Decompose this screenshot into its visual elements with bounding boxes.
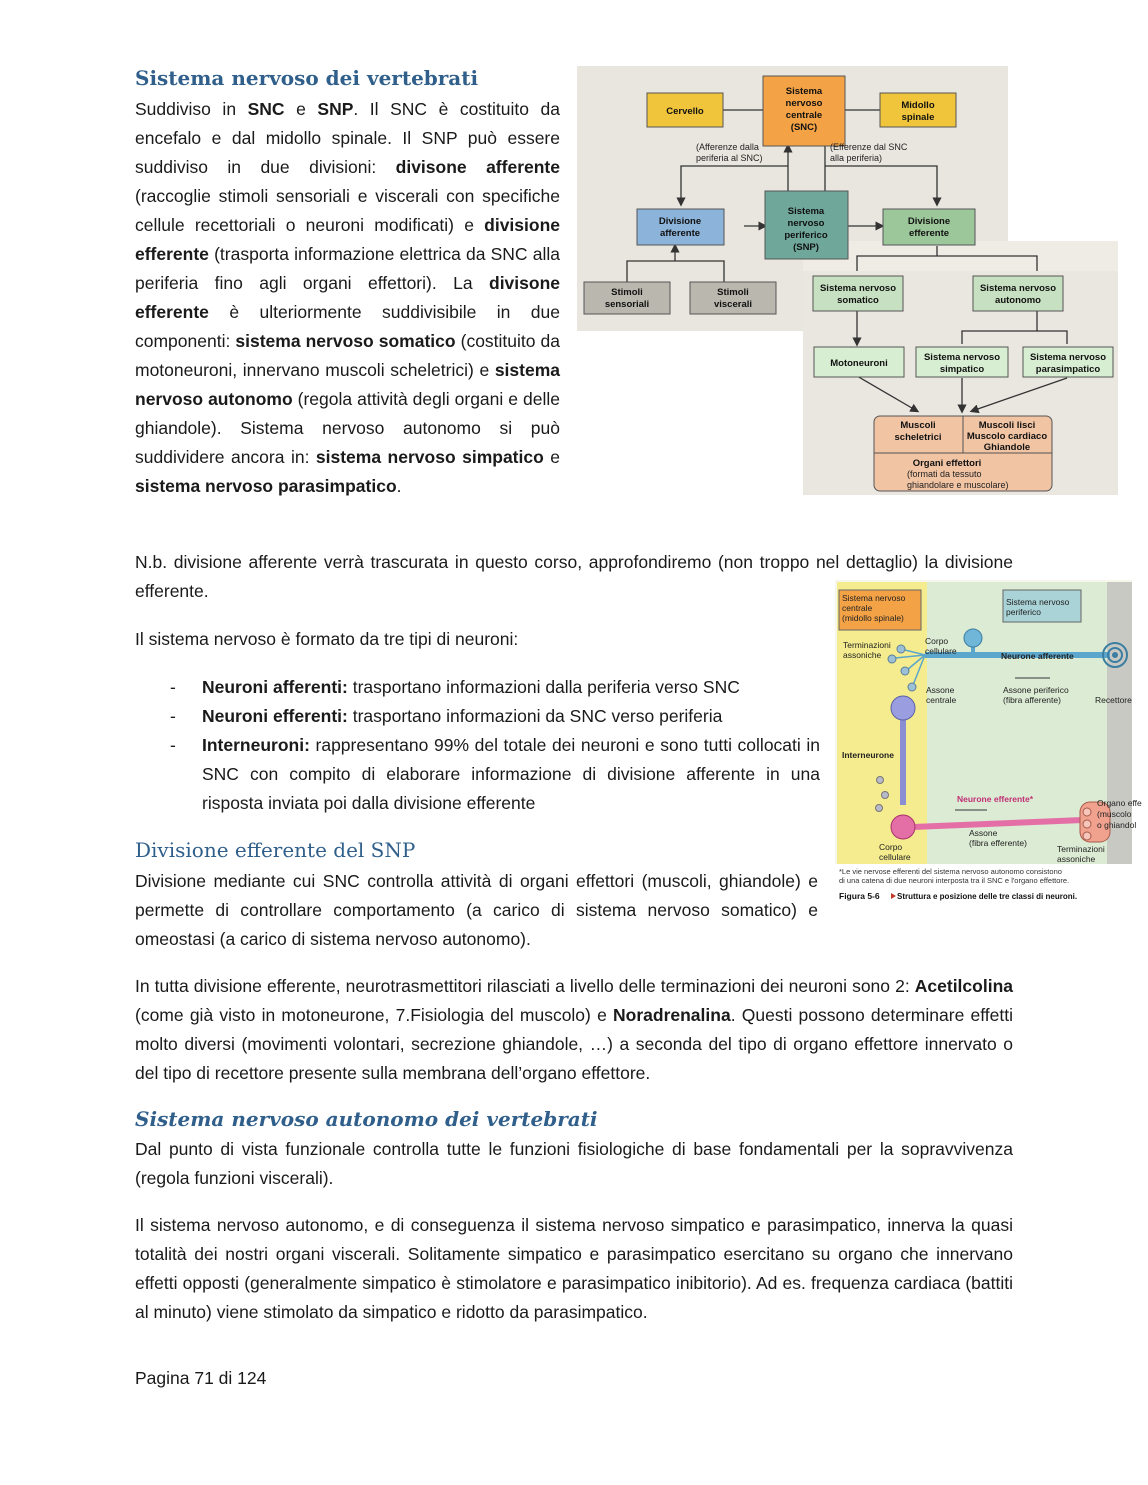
snp-label-3: periferico (784, 230, 828, 241)
sn-parasimpatico-2: parasimpatico (1035, 364, 1101, 375)
autonomic-paragraph-2: Il sistema nervoso autonomo, e di conseguenza il sistema nervoso simpatico e parasimpatico, innerva la quasi totalità dei nostri organi viscerali. Solitamente simpatico e parasimpatico esercitano su organo che innervano effetti opposti (generalmente simpatico è stimolatore e parasimpatico inibitorio). Ad es. frequenza cardiaca (battiti al minuto) viene stimolato da simpatico e ridotto da parasimpatico. (135, 1215, 1013, 1322)
bold-term: SNC (247, 99, 285, 119)
snp-label-2: nervoso (787, 218, 825, 229)
snc-label-4: (SNC) (790, 122, 818, 133)
bold-term: sistema nervoso somatico (235, 331, 456, 351)
fig2-caption: Struttura e posizione delle tre classi di neuroni. (897, 892, 1078, 901)
midollo-label-1: Midollo (901, 100, 935, 111)
neuron-types-intro: Il sistema nervoso è formato da tre tipi di neuroni: (135, 629, 519, 649)
sn-somatico-2: somatico (837, 295, 879, 306)
fig2-recettore: Recettore (1095, 695, 1132, 705)
efferent-paragraph: Divisione mediante cui SNC controlla attività di organi effettori (muscoli, ghiandole) e permette di controllare comportamento (a carico di sistema nervoso somatico) e omeostasi (a carico di sistema nervoso autonomo). (135, 871, 818, 949)
div-aff-label-2: afferente (659, 228, 701, 239)
bold-term: divisone afferente (395, 157, 560, 177)
fig2-term2-2: assoniche (1057, 854, 1096, 864)
fig2-assone-periferico-2: (fibra afferente) (1003, 695, 1061, 705)
neuron-types-list (170, 673, 820, 818)
fig2-caption-num: Figura 5-6 (839, 891, 880, 901)
fig2-assone-2: (fibra efferente) (969, 838, 1027, 848)
motoneuroni-label: Motoneuroni (830, 358, 888, 369)
fig2-assone-centrale-1: Assone (926, 685, 955, 695)
bold-term: SNP (317, 99, 354, 119)
stimoli-visc-1: Stimoli (717, 287, 749, 298)
list-item: - Neuroni afferenti: trasportano informazioni dalla periferia verso SNC (170, 677, 740, 697)
div-aff-label-1: Divisione (658, 216, 702, 227)
fig2-corpo-2: cellulare (925, 646, 957, 656)
afferenze-note-1: (Afferenze dalla (696, 142, 759, 152)
fig2-neurone-afferente: Neurone afferente (1001, 651, 1074, 661)
sn-autonomo-1: Sistema nervoso (979, 283, 1057, 294)
sn-somatico-1: Sistema nervoso (819, 283, 897, 294)
snc-label-2: nervoso (785, 98, 823, 109)
snc-label-1: Sistema (785, 86, 823, 97)
stimoli-visc-2: viscerali (713, 299, 753, 310)
fig2-snc-1: Sistema nervoso (842, 593, 906, 603)
fig2-term-1: Terminazioni (843, 640, 891, 650)
fig2-neurone-efferente: Neurone efferente* (957, 794, 1034, 804)
fig2-organo-1: Organo effe (1097, 798, 1142, 808)
fig2-organo-3: o ghiandol (1097, 820, 1137, 830)
section-title-autonomo: Sistema nervoso autonomo dei vertebrati (135, 1107, 598, 1131)
snp-label-4: (SNP) (793, 242, 819, 253)
fig2-snc-3: (midollo spinale) (842, 613, 904, 623)
fig2-interneurone: Interneurone (842, 750, 894, 760)
sn-parasimpatico-1: Sistema nervoso (1029, 352, 1107, 363)
organi-eff-note-2: ghiandolare e muscolare) (907, 480, 1009, 490)
muscoli-schel-2: scheletrici (894, 432, 942, 443)
fig2-note-2: di una catena di due neuroni interposta tra il SNC e l'organo effettore. (839, 876, 1070, 885)
fig2-snp-2: periferico (1006, 607, 1041, 617)
efferenze-note-1: (Efferenze dal SNC (830, 142, 908, 152)
section-title-vertebrati: Sistema nervoso dei vertebrati (135, 66, 479, 90)
page-number: Pagina 71 di 124 (135, 1368, 267, 1388)
afferenze-note-2: periferia al SNC) (696, 153, 763, 163)
fig2-corpo-1: Corpo (925, 636, 949, 646)
fig2-snp-1: Sistema nervoso (1006, 597, 1070, 607)
neurotransmitters-paragraph: In tutta divisione efferente, neurotrasmettitori rilasciati a livello delle terminazioni dei neuroni sono 2: Acetilcolina (come già visto in motoneurone, 7.Fisiologia del muscolo) e Noradrenalina. Questi possono determinare effetti molto diversi (movimenti volontari, secrezione ghiandole, …) a seconda del tipo di organo effettore innervato o del tipo di recettore presente sulla membrana dell’organo effettore. (135, 976, 1013, 1083)
sn-simpatico-1: Sistema nervoso (923, 352, 1001, 363)
nervous-system-diagram (577, 66, 1118, 495)
bold-term: sistema nervoso simpatico (315, 447, 544, 467)
cervello-label: Cervello (666, 106, 704, 117)
section-title-efferente: Divisione efferente del SNP (135, 838, 416, 862)
sn-autonomo-2: autonomo (995, 295, 1041, 306)
organi-eff-note-1: (formati da tessuto (907, 469, 982, 479)
list-item: - Neuroni efferenti: trasportano informazioni da SNC verso periferia (170, 706, 723, 726)
fig2-term-2: assoniche (843, 650, 882, 660)
muscoli-lisci-3: Ghiandole (983, 442, 1031, 453)
fig2-assone-centrale-2: centrale (926, 695, 957, 705)
snc-label-3: centrale (785, 110, 823, 121)
list-item: - Interneuroni: rappresentano 99% del totale dei neuroni e sono tutti collocati in SNC con compito di elaborare informazione di divisione afferente in una risposta inviata poi dalla divisione efferente (170, 735, 820, 813)
bold-term: Noradrenalina (613, 1005, 731, 1025)
autonomic-paragraph-1: Dal punto di vista funzionale controlla tutte le funzioni fisiologiche di base fondamentali per la sopravvivenza (regola funzioni viscerali). (135, 1139, 1013, 1188)
fig2-assone-periferico-1: Assone periferico (1003, 685, 1069, 695)
midollo-label-2: spinale (901, 112, 935, 123)
fig2-assone-1: Assone (969, 828, 998, 838)
stimoli-sens-1: Stimoli (611, 287, 643, 298)
stimoli-sens-2: sensoriali (604, 299, 650, 310)
fig2-corpo2-1: Corpo (879, 842, 903, 852)
sn-simpatico-2: simpatico (939, 364, 985, 375)
div-eff-label-1: Divisione (907, 216, 951, 227)
efferenze-note-2: alla periferia) (830, 153, 883, 163)
bold-term: divisione efferente (135, 215, 560, 264)
div-eff-label-2: efferente (908, 228, 950, 239)
muscoli-lisci-1: Muscoli lisci (978, 420, 1036, 431)
bold-term: Acetilcolina (914, 976, 1013, 996)
muscoli-schel-1: Muscoli (900, 420, 936, 431)
neuron-classes-figure (835, 580, 1142, 906)
bold-term: sistema nervoso autonomo (135, 360, 560, 409)
fig2-organo-2: (muscolo (1097, 809, 1132, 819)
organi-eff-label: Organi effettori (912, 458, 982, 469)
bold-term: sistema nervoso parasimpatico (135, 476, 397, 496)
fig2-note-1: *Le vie nervose efferenti del sistema nervoso autonomo consistono (839, 867, 1062, 876)
fig2-term2-1: Terminazioni (1057, 844, 1105, 854)
intro-paragraph: Suddiviso in SNC e SNP. Il SNC è costituito da encefalo e dal midollo spinale. Il SNP può essere suddiviso in due divisioni: divisone afferente (raccoglie stimoli sensoriali e viscerali con specifiche cellule recettoriali o neuroni modificati) e divisione efferente (trasporta informazione elettrica da SNC alla periferia fino agli organi effettori). La divisone efferente è ulteriormente suddivisibile in due componenti: sistema nervoso somatico (costituito da motoneuroni, innervano muscoli scheletrici) e sistema nervoso autonomo (regola attività degli organi e delle ghiandole). Sistema nervoso autonomo si può suddividere ancora in: sistema nervoso simpatico e sistema nervoso parasimpatico. (135, 99, 561, 496)
snp-label-1: Sistema (787, 206, 825, 217)
fig2-snc-2: centrale (842, 603, 873, 613)
fig2-corpo2-2: cellulare (879, 852, 911, 862)
muscoli-lisci-2: Muscolo cardiaco (966, 431, 1048, 442)
bold-term: divisone efferente (135, 273, 560, 322)
nb-paragraph: N.b. divisione afferente verrà trascurata in questo corso, approfondiremo (non troppo nel dettaglio) la divisione efferente. (135, 552, 1013, 601)
